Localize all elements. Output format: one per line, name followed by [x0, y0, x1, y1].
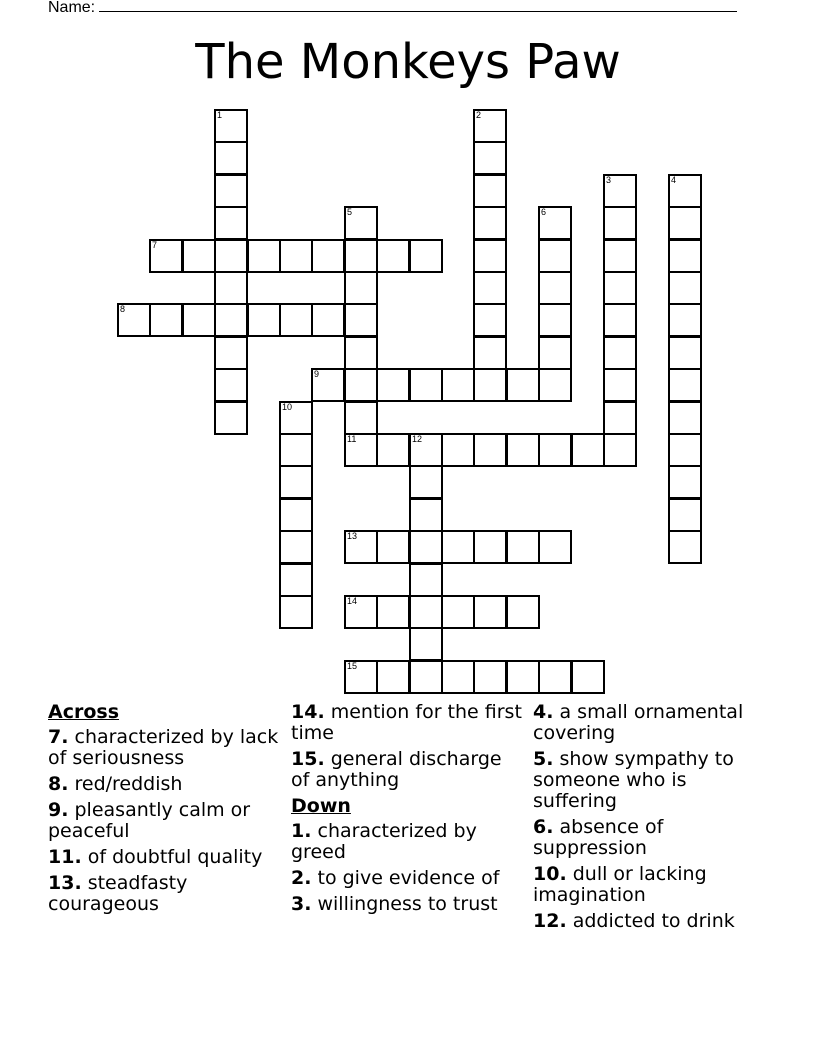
grid-cell[interactable] — [668, 174, 702, 208]
clue-number: 3 — [606, 175, 612, 185]
grid-cell[interactable] — [538, 660, 572, 694]
grid-cell[interactable] — [214, 174, 248, 208]
clue-item — [48, 847, 280, 868]
grid-cell[interactable] — [376, 660, 410, 694]
clue-item-text: to give evidence of — [311, 867, 500, 889]
grid-cell[interactable] — [668, 239, 702, 273]
clues-column-1 — [48, 702, 280, 920]
grid-cell[interactable] — [538, 336, 572, 370]
grid-cell[interactable] — [376, 595, 410, 629]
clues-column-3 — [533, 702, 773, 937]
clue-item — [533, 864, 773, 906]
clue-item-text: characterized by lack of seriousness — [48, 726, 279, 769]
grid-cell[interactable] — [506, 595, 540, 629]
grid-cell[interactable] — [344, 660, 378, 694]
grid-cell[interactable] — [668, 401, 702, 435]
grid-cell[interactable] — [214, 336, 248, 370]
grid-cell[interactable] — [603, 433, 637, 467]
grid-cell[interactable] — [668, 498, 702, 532]
grid-cell[interactable] — [409, 465, 443, 499]
clue-item — [533, 749, 773, 812]
grid-cell[interactable] — [214, 271, 248, 305]
grid-cell[interactable] — [668, 465, 702, 499]
clue-number: 6 — [541, 207, 547, 217]
clue-item — [48, 774, 280, 795]
clue-number: 2 — [476, 110, 482, 120]
clues-column-2 — [291, 702, 523, 920]
name-label: Name: — [48, 0, 96, 16]
grid-cell[interactable] — [214, 401, 248, 435]
grid-cell[interactable] — [279, 563, 313, 597]
grid-cell[interactable] — [279, 433, 313, 467]
grid-cell[interactable] — [344, 401, 378, 435]
clue-item-number: 4. — [533, 701, 554, 723]
grid-cell[interactable] — [376, 530, 410, 564]
grid-cell[interactable] — [473, 595, 507, 629]
grid-cell[interactable] — [409, 239, 443, 273]
grid-cell[interactable] — [409, 627, 443, 661]
grid-cell[interactable] — [214, 141, 248, 175]
grid-cell[interactable] — [473, 660, 507, 694]
grid-cell[interactable] — [441, 433, 475, 467]
grid-cell[interactable] — [668, 206, 702, 240]
clue-item — [291, 894, 523, 915]
clue-item-text: willingness to trust — [311, 893, 498, 915]
grid-cell[interactable] — [441, 595, 475, 629]
grid-cell[interactable] — [182, 303, 216, 337]
clue-item — [533, 702, 773, 744]
grid-cell[interactable] — [506, 368, 540, 402]
clue-item-text: characterized by greed — [291, 820, 477, 863]
clue-number: 4 — [671, 175, 677, 185]
grid-cell[interactable] — [668, 433, 702, 467]
grid-cell[interactable] — [473, 141, 507, 175]
grid-cell[interactable] — [473, 271, 507, 305]
clue-item-text: addicted to drink — [566, 910, 735, 932]
clue-item-text: general discharge of anything — [291, 748, 502, 791]
grid-cell[interactable] — [311, 368, 345, 402]
grid-cell[interactable] — [668, 336, 702, 370]
grid-cell[interactable] — [344, 595, 378, 629]
grid-cell[interactable] — [344, 336, 378, 370]
grid-cell[interactable] — [571, 660, 605, 694]
grid-cell[interactable] — [473, 109, 507, 143]
grid-cell[interactable] — [538, 368, 572, 402]
clue-number: 10 — [282, 402, 293, 412]
grid-cell[interactable] — [473, 336, 507, 370]
grid-cell[interactable] — [409, 530, 443, 564]
grid-cell[interactable] — [603, 336, 637, 370]
grid-cell[interactable] — [603, 174, 637, 208]
grid-cell[interactable] — [668, 368, 702, 402]
clue-item-number: 2. — [291, 867, 312, 889]
clue-number: 8 — [120, 304, 126, 314]
grid-cell[interactable] — [506, 433, 540, 467]
clue-item — [533, 911, 773, 932]
clue-item-text: of doubtful quality — [81, 846, 263, 868]
clue-item-number: 6. — [533, 816, 554, 838]
clue-item-number: 15. — [291, 748, 325, 770]
clue-item — [48, 727, 280, 769]
grid-cell[interactable] — [311, 303, 345, 337]
grid-cell[interactable] — [247, 239, 281, 273]
grid-cell[interactable] — [506, 530, 540, 564]
grid-cell[interactable] — [538, 206, 572, 240]
grid-cell[interactable] — [538, 271, 572, 305]
grid-cell[interactable] — [279, 530, 313, 564]
grid-cell[interactable] — [149, 239, 183, 273]
grid-cell[interactable] — [441, 530, 475, 564]
grid-cell[interactable] — [279, 465, 313, 499]
grid-cell[interactable] — [538, 239, 572, 273]
grid-cell[interactable] — [538, 303, 572, 337]
grid-cell[interactable] — [473, 303, 507, 337]
grid-cell[interactable] — [117, 303, 151, 337]
grid-cell[interactable] — [279, 595, 313, 629]
grid-cell[interactable] — [214, 368, 248, 402]
clue-item-text: red/reddish — [68, 773, 183, 795]
grid-cell[interactable] — [668, 303, 702, 337]
grid-cell[interactable] — [506, 660, 540, 694]
clue-item — [291, 749, 523, 791]
grid-cell[interactable] — [409, 595, 443, 629]
clue-item-text: dull or lacking imagination — [533, 863, 707, 906]
grid-cell[interactable] — [603, 401, 637, 435]
clue-item-number: 10. — [533, 863, 567, 885]
grid-cell[interactable] — [182, 239, 216, 273]
clue-number: 12 — [412, 434, 423, 444]
clue-item-text: show sympathy to someone who is suffering — [533, 748, 734, 812]
clue-item-number: 12. — [533, 910, 567, 932]
clue-item-number: 14. — [291, 701, 325, 723]
clue-item-number: 11. — [48, 846, 82, 868]
clue-item-text: absence of suppression — [533, 816, 664, 859]
clue-item-number: 1. — [291, 820, 312, 842]
clue-item-number: 13. — [48, 872, 82, 894]
grid-cell[interactable] — [214, 303, 248, 337]
grid-cell[interactable] — [473, 530, 507, 564]
grid-cell[interactable] — [149, 303, 183, 337]
clue-number: 9 — [314, 369, 320, 379]
grid-cell[interactable] — [473, 206, 507, 240]
grid-cell[interactable] — [603, 368, 637, 402]
clue-item-text: steadfasty courageous — [48, 872, 188, 915]
grid-cell[interactable] — [441, 660, 475, 694]
clue-item — [48, 800, 280, 842]
grid-cell[interactable] — [376, 368, 410, 402]
grid-cell[interactable] — [603, 239, 637, 273]
grid-cell[interactable] — [279, 303, 313, 337]
clue-number: 5 — [347, 207, 353, 217]
grid-cell[interactable] — [571, 433, 605, 467]
grid-cell[interactable] — [214, 239, 248, 273]
clue-item-number: 3. — [291, 893, 312, 915]
grid-cell[interactable] — [311, 239, 345, 273]
grid-cell[interactable] — [603, 206, 637, 240]
grid-cell[interactable] — [376, 433, 410, 467]
clue-item-text: pleasantly calm or peaceful — [48, 799, 251, 842]
down-heading: Down — [291, 795, 351, 817]
grid-cell[interactable] — [344, 303, 378, 337]
clue-item — [291, 702, 523, 744]
grid-cell[interactable] — [344, 206, 378, 240]
grid-cell[interactable] — [344, 239, 378, 273]
grid-cell[interactable] — [344, 368, 378, 402]
clue-number: 13 — [347, 531, 358, 541]
clue-item-text: mention for the first time — [291, 701, 522, 744]
grid-cell[interactable] — [409, 660, 443, 694]
grid-cell[interactable] — [409, 498, 443, 532]
grid-cell[interactable] — [409, 433, 443, 467]
grid-cell[interactable] — [279, 498, 313, 532]
grid-cell[interactable] — [538, 530, 572, 564]
clue-item-text: a small ornamental covering — [533, 701, 744, 744]
clue-number: 14 — [347, 596, 358, 606]
grid-cell[interactable] — [538, 433, 572, 467]
grid-cell[interactable] — [279, 239, 313, 273]
grid-cell[interactable] — [214, 109, 248, 143]
grid-cell[interactable] — [473, 239, 507, 273]
grid-cell[interactable] — [214, 206, 248, 240]
clue-number: 7 — [152, 240, 158, 250]
clue-item — [291, 821, 523, 863]
grid-cell[interactable] — [668, 530, 702, 564]
grid-cell[interactable] — [603, 271, 637, 305]
grid-cell[interactable] — [279, 401, 313, 435]
clue-item — [533, 817, 773, 859]
grid-cell[interactable] — [344, 433, 378, 467]
grid-cell[interactable] — [668, 271, 702, 305]
grid-cell[interactable] — [409, 368, 443, 402]
clue-number: 15 — [347, 661, 358, 671]
grid-cell[interactable] — [473, 174, 507, 208]
grid-cell[interactable] — [247, 303, 281, 337]
clue-item-number: 9. — [48, 799, 69, 821]
clue-item-number: 7. — [48, 726, 69, 748]
grid-cell[interactable] — [344, 530, 378, 564]
clue-item-number: 5. — [533, 748, 554, 770]
grid-cell[interactable] — [473, 368, 507, 402]
clue-item — [291, 868, 523, 889]
across-heading: Across — [48, 701, 120, 723]
grid-cell[interactable] — [409, 563, 443, 597]
page-title: The Monkeys Paw — [195, 34, 621, 90]
clue-item — [48, 873, 280, 915]
grid-cell[interactable] — [441, 368, 475, 402]
clue-number: 1 — [217, 110, 223, 120]
clue-number: 11 — [347, 434, 357, 444]
grid-cell[interactable] — [603, 303, 637, 337]
clue-item-number: 8. — [48, 773, 69, 795]
grid-cell[interactable] — [376, 239, 410, 273]
grid-cell[interactable] — [344, 271, 378, 305]
grid-cell[interactable] — [473, 433, 507, 467]
